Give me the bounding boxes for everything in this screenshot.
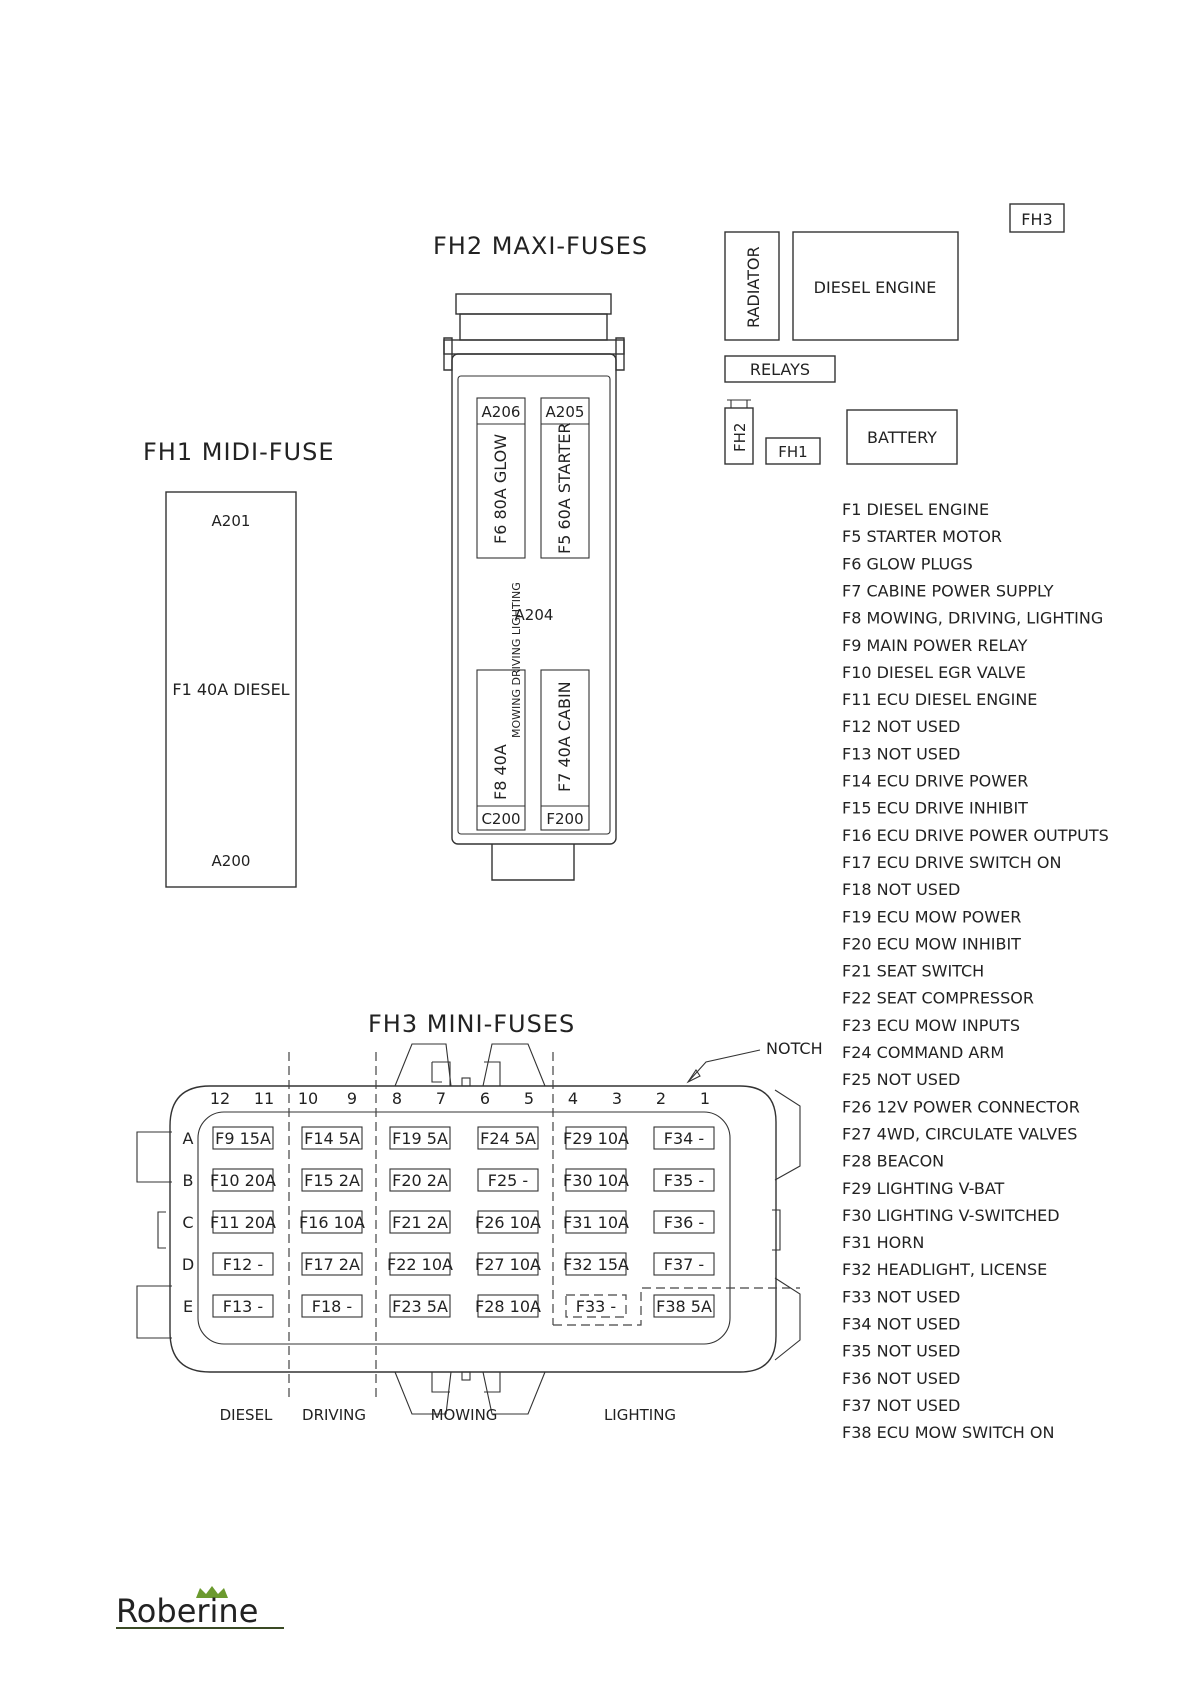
- fh3-fuse-label: F26 10A: [475, 1213, 541, 1232]
- fh3-fuse-label: F10 20A: [210, 1171, 276, 1190]
- fh1-a200-label: A200: [211, 852, 251, 870]
- legend-item: F24 COMMAND ARM: [842, 1043, 1005, 1062]
- fh3-fuse-label: F33 -: [575, 1297, 617, 1316]
- legend-item: F17 ECU DRIVE SWITCH ON: [842, 852, 1062, 872]
- fh3-fuse-label: F24 5A: [480, 1129, 536, 1148]
- legend-item: F15 ECU DRIVE INHIBIT: [842, 798, 1028, 818]
- legend-item: F25 NOT USED: [842, 1070, 961, 1090]
- fh3-fuse-label: F19 5A: [392, 1129, 448, 1148]
- fh2-a205-label: A205: [545, 403, 585, 421]
- fh3-fuse-label: F27 10A: [475, 1255, 541, 1274]
- group-driving-label: DRIVING: [302, 1406, 366, 1424]
- fh3-column-number: 8: [391, 1089, 403, 1108]
- legend-item: F10 DIESEL EGR VALVE: [842, 662, 1026, 682]
- fh2-fuse-f5-label: F5 60A STARTER: [555, 422, 574, 554]
- fh3-fuse-label: F17 2A: [304, 1255, 360, 1274]
- fh3-fuse-label: F21 2A: [392, 1213, 448, 1232]
- fh3-fuse-grid: [210, 1127, 714, 1317]
- fh3-column-number: 6: [479, 1089, 491, 1108]
- legend-item: F5 STARTER MOTOR: [842, 527, 1003, 547]
- legend-item: F16 ECU DRIVE POWER OUTPUTS: [842, 825, 1109, 845]
- fh3-fuse-label: F9 15A: [215, 1129, 271, 1148]
- legend-item: F19 ECU MOW POWER: [842, 907, 1022, 927]
- fh3-column-number: 2: [655, 1089, 667, 1108]
- fh3-fuse-label: F25 -: [487, 1171, 529, 1190]
- fh2-fuse-f7-label: F7 40A CABIN: [555, 681, 574, 792]
- fh3-fuse-label: F37 -: [663, 1255, 705, 1274]
- legend-item: F13 NOT USED: [842, 744, 961, 764]
- legend-item: F30 LIGHTING V-SWITCHED: [842, 1205, 1060, 1225]
- fh3-column-number: 11: [253, 1089, 275, 1108]
- battery-label: BATTERY: [867, 428, 937, 447]
- radiator-label: RADIATOR: [744, 246, 763, 328]
- fh3-column-number: 3: [611, 1089, 623, 1108]
- fh3-column-number: 5: [523, 1089, 535, 1108]
- legend-item: F7 CABINE POWER SUPPLY: [842, 581, 1054, 601]
- fh3-row-letter: A: [182, 1129, 194, 1148]
- fh3-title: FH3 MINI-FUSES: [368, 1010, 576, 1038]
- fh3-row-letter: E: [182, 1297, 194, 1316]
- legend-item: F28 BEACON: [842, 1151, 945, 1171]
- logo-text: Roberine: [116, 1592, 259, 1630]
- legend-item: F32 HEADLIGHT, LICENSE: [842, 1260, 1048, 1280]
- fh3-column-number: 10: [297, 1089, 319, 1108]
- fh3-column-number: 4: [567, 1089, 579, 1108]
- fh2-fuse-holder: [444, 294, 624, 880]
- fh3-row-letters: [182, 1129, 194, 1316]
- group-diesel-label: DIESEL: [219, 1406, 273, 1424]
- legend-item: F11 ECU DIESEL ENGINE: [842, 690, 1038, 710]
- fh2-f200-label: F200: [546, 810, 584, 828]
- diesel-engine-label: DIESEL ENGINE: [813, 278, 937, 297]
- legend-item: F9 MAIN POWER RELAY: [842, 635, 1028, 655]
- legend-item: F22 SEAT COMPRESSOR: [842, 988, 1034, 1008]
- fh3-fuse-label: F38 5A: [656, 1297, 712, 1316]
- legend-item: F27 4WD, CIRCULATE VALVES: [842, 1124, 1078, 1144]
- fh3-fuse-label: F18 -: [311, 1297, 353, 1316]
- relays-label: RELAYS: [749, 360, 811, 379]
- notch-label: NOTCH: [766, 1039, 823, 1058]
- legend-item: F38 ECU MOW SWITCH ON: [842, 1423, 1055, 1443]
- fh3-column-number: 12: [209, 1089, 231, 1108]
- fh3-row-letter: C: [182, 1213, 194, 1232]
- legend-item: F18 NOT USED: [842, 880, 961, 900]
- fh3-fuse-label: F14 5A: [304, 1129, 360, 1148]
- fh3-fuse-label: F34 -: [663, 1129, 705, 1148]
- fh3-fuse-label: F15 2A: [304, 1171, 360, 1190]
- fh3-fuse-label: F31 10A: [563, 1213, 629, 1232]
- vehicle-layout-map: [725, 232, 958, 464]
- fh2-location-label: FH2: [731, 422, 749, 452]
- legend-item: F26 12V POWER CONNECTOR: [842, 1097, 1080, 1117]
- legend-item: F29 LIGHTING V-BAT: [842, 1178, 1005, 1198]
- fuse-legend: [842, 500, 1109, 1442]
- fh3-fuse-label: F30 10A: [563, 1171, 629, 1190]
- fh2-fuse-f8-circuit: MOWING DRIVING LIGHTING: [510, 582, 523, 738]
- fh3-row-letter: B: [182, 1171, 194, 1190]
- legend-item: F35 NOT USED: [842, 1341, 961, 1361]
- roberine-logo: [116, 1586, 284, 1630]
- fh3-fuse-label: F32 15A: [563, 1255, 629, 1274]
- fh2-a204-label: A204: [514, 606, 554, 624]
- fh3-fuse-label: F36 -: [663, 1213, 705, 1232]
- fh1-fuse-holder: [166, 492, 296, 887]
- fh3-fuse-label: F20 2A: [392, 1171, 448, 1190]
- fh3-fuse-label: F12 -: [222, 1255, 264, 1274]
- fh3-column-number: 7: [435, 1089, 447, 1108]
- legend-item: F31 HORN: [842, 1233, 925, 1253]
- fh2-fuse-f8-label: F8 40A: [491, 744, 510, 800]
- fh3-fuse-label: F16 10A: [299, 1213, 365, 1232]
- legend-item: F36 NOT USED: [842, 1368, 961, 1388]
- legend-item: F37 NOT USED: [842, 1395, 961, 1415]
- fh3-column-number: 9: [346, 1089, 358, 1108]
- fh3-fuse-label: F29 10A: [563, 1129, 629, 1148]
- group-mowing-label: MOWING: [430, 1406, 498, 1424]
- legend-item: F1 DIESEL ENGINE: [842, 500, 990, 519]
- legend-item: F33 NOT USED: [842, 1287, 961, 1307]
- fh3-fuse-label: F11 20A: [210, 1213, 276, 1232]
- legend-item: F23 ECU MOW INPUTS: [842, 1015, 1021, 1035]
- fh3-location-tag: [1010, 204, 1064, 232]
- fh3-fuse-label: F22 10A: [387, 1255, 453, 1274]
- fh2-c200-label: C200: [481, 810, 521, 828]
- fh3-fuse-label: F23 5A: [392, 1297, 448, 1316]
- fh3-fuse-label: F28 10A: [475, 1297, 541, 1316]
- fh3-column-number: 1: [699, 1089, 711, 1108]
- fh3-fuse-label: F13 -: [222, 1297, 264, 1316]
- fh3-column-numbers: [210, 1089, 710, 1108]
- fh3-fuse-label: F35 -: [663, 1171, 705, 1190]
- fh1-fuse-label: F1 40A DIESEL: [172, 680, 290, 699]
- legend-item: F6 GLOW PLUGS: [842, 554, 973, 574]
- fh3-row-letter: D: [181, 1255, 195, 1274]
- fh1-location-label: FH1: [778, 443, 808, 461]
- legend-item: F14 ECU DRIVE POWER: [842, 771, 1029, 791]
- fh1-a201-label: A201: [211, 512, 251, 530]
- fh1-title: FH1 MIDI-FUSE: [143, 438, 335, 466]
- fh2-title: FH2 MAXI-FUSES: [433, 232, 649, 260]
- legend-item: F8 MOWING, DRIVING, LIGHTING: [842, 608, 1104, 628]
- group-lighting-label: LIGHTING: [603, 1406, 677, 1424]
- legend-item: F20 ECU MOW INHIBIT: [842, 934, 1021, 954]
- legend-item: F12 NOT USED: [842, 717, 961, 737]
- fh3-tag-label: FH3: [1021, 210, 1053, 229]
- fh3-fuse-holder: [137, 1039, 823, 1424]
- fh2-a206-label: A206: [481, 403, 521, 421]
- fh2-fuse-f6-label: F6 80A GLOW: [491, 433, 510, 544]
- legend-item: F34 NOT USED: [842, 1314, 961, 1334]
- legend-item: F21 SEAT SWITCH: [842, 961, 985, 981]
